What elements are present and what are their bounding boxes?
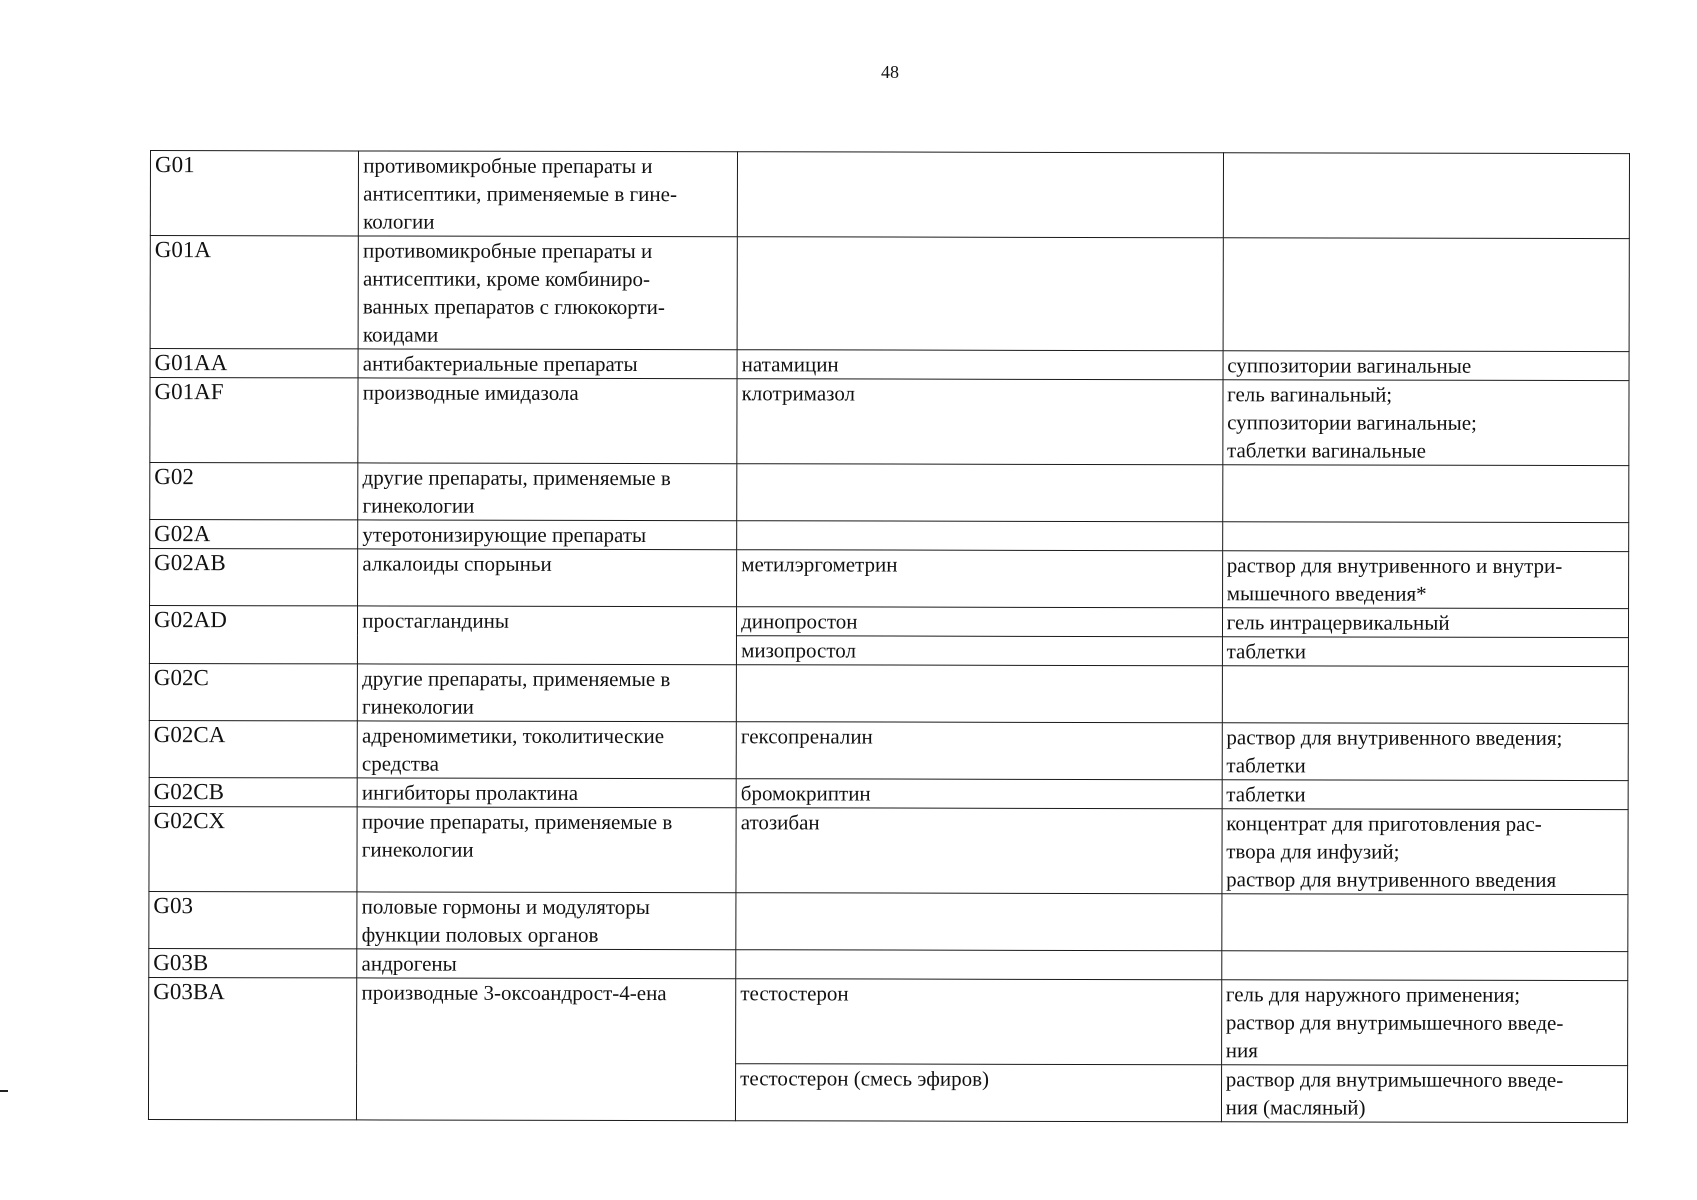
drug-cell (736, 950, 1222, 980)
atc-code-cell (150, 349, 358, 378)
group-cell (358, 549, 737, 607)
group-cell (359, 151, 738, 237)
group-text: антисептики, кроме комбиниро- (362, 266, 651, 292)
table-row (150, 463, 1629, 523)
form-cell (1222, 522, 1628, 552)
group-cell (358, 349, 737, 379)
group-text: половые гормоны и модуляторы (361, 894, 650, 920)
drug-cell (737, 350, 1223, 380)
atc-code: G02C (153, 665, 209, 691)
table-row (149, 948, 1628, 980)
group-cell (358, 520, 737, 550)
table-body (148, 151, 1629, 1123)
form-cell (1223, 351, 1629, 381)
dosage-form: ния (1225, 1038, 1258, 1063)
table-row (150, 349, 1629, 381)
drug-table (148, 150, 1630, 1123)
dosage-form: концентрат для приготовления рас- (1226, 811, 1542, 836)
atc-code: G01 (154, 152, 195, 178)
table-row (150, 236, 1629, 352)
group-text: функции половых органов (361, 922, 599, 947)
atc-code: G02AB (154, 550, 226, 576)
dosage-form: мышечного введения* (1226, 581, 1427, 606)
drug-cell (737, 379, 1223, 465)
atc-code: G02CX (153, 808, 226, 834)
table-row (149, 891, 1628, 951)
drug-cell (736, 1064, 1222, 1122)
atc-code-cell (150, 549, 358, 606)
atc-code-cell (149, 948, 357, 977)
table-row (149, 720, 1628, 780)
dosage-form: таблетки (1226, 639, 1306, 664)
atc-code-cell (150, 463, 358, 520)
group-text: утеротонизирующие препараты (362, 522, 647, 548)
atc-code: G02CB (153, 779, 224, 805)
form-cell (1222, 551, 1628, 609)
drug-name: мизопростол (741, 638, 856, 663)
group-cell (358, 606, 737, 665)
form-cell (1221, 980, 1628, 1066)
table-row (150, 549, 1629, 609)
form-cell (1222, 780, 1628, 810)
table-row (149, 606, 1628, 638)
drug-name: атозибан (740, 810, 820, 835)
group-text: кологии (363, 209, 435, 234)
dosage-form: твора для инфузий; (1226, 839, 1400, 864)
group-text: андрогены (361, 951, 457, 976)
drug-cell (736, 979, 1222, 1065)
drug-cell (736, 779, 1222, 809)
atc-code: G03 (153, 893, 194, 919)
drug-name: метилэргометрин (741, 552, 898, 577)
form-cell (1222, 608, 1628, 638)
drug-cell (737, 152, 1223, 238)
group-text: гинекологии (361, 837, 474, 862)
drug-name: тестостерон (смесь эфиров) (740, 1066, 990, 1091)
atc-code-cell (149, 891, 357, 948)
group-cell (358, 378, 737, 464)
atc-code-cell (149, 606, 357, 664)
dosage-form: гель интрацервикальный (1226, 610, 1450, 635)
drug-cell (736, 665, 1222, 723)
atc-code: G02AD (153, 607, 227, 633)
table-row (150, 378, 1629, 466)
group-text: производные 3-оксоандрост-4-ена (361, 980, 667, 1006)
atc-code: G02A (154, 521, 211, 547)
form-cell (1223, 153, 1630, 239)
dosage-form: раствор для внутривенного введения; (1226, 725, 1563, 750)
table-row (150, 520, 1629, 552)
table-row (150, 151, 1629, 239)
group-text: производные имидазола (362, 380, 579, 405)
group-text: средства (361, 751, 439, 776)
form-cell (1223, 238, 1630, 352)
group-cell (358, 236, 737, 350)
group-text: прочие препараты, применяемые в (361, 809, 673, 835)
drug-name: тестостерон (740, 981, 849, 1006)
form-cell (1221, 894, 1627, 952)
dosage-form: таблетки вагинальные (1227, 438, 1426, 463)
table-row (149, 777, 1628, 809)
drug-cell (737, 237, 1223, 351)
form-cell (1222, 809, 1629, 895)
atc-code-cell (149, 720, 357, 777)
group-text: противомикробные препараты и (362, 238, 653, 264)
group-text: ванных препаратов с глюкокорти- (362, 294, 665, 320)
group-cell (358, 664, 737, 722)
drug-cell (736, 722, 1222, 780)
drug-name: гексопреналин (740, 724, 873, 749)
group-text: антисептики, применяемые в гине- (363, 181, 677, 207)
atc-code: G01AF (154, 379, 224, 405)
atc-code-cell (149, 777, 357, 806)
dosage-form: гель вагинальный; (1227, 382, 1393, 407)
group-cell (357, 778, 736, 808)
atc-code-cell (148, 977, 357, 1119)
group-text: ингибиторы пролактина (361, 780, 579, 805)
dosage-form: раствор для внутримышечного введе- (1225, 1010, 1564, 1035)
drug-cell (737, 636, 1223, 666)
drug-cell (737, 607, 1223, 637)
group-text: алкалоиды спорыньи (362, 551, 552, 576)
drug-cell (737, 464, 1223, 522)
dosage-form: суппозитории вагинальные (1227, 353, 1472, 378)
atc-code-cell (149, 663, 357, 720)
dosage-form: раствор для внутримышечного введе- (1225, 1067, 1564, 1092)
drug-name: клотримазол (741, 381, 856, 406)
form-cell (1223, 380, 1630, 466)
group-text: другие препараты, применяемые в (362, 465, 671, 491)
atc-code-cell (149, 806, 357, 891)
drug-name: динопростон (741, 609, 858, 634)
atc-code: G02 (154, 464, 194, 490)
drug-cell (737, 550, 1223, 608)
atc-code-cell (150, 378, 358, 463)
drug-cell (736, 808, 1222, 894)
atc-code: G01A (154, 237, 212, 263)
group-text: коидами (362, 322, 439, 347)
dosage-form: таблетки (1226, 782, 1306, 807)
group-text: антибактериальные препараты (362, 351, 638, 377)
atc-code: G02CA (153, 722, 226, 748)
group-text: гинекологии (362, 694, 474, 719)
group-cell (357, 721, 736, 779)
atc-code-cell (150, 236, 358, 349)
dosage-form: суппозитории вагинальные; (1227, 410, 1477, 435)
dosage-form: таблетки (1226, 753, 1306, 778)
atc-code-cell (150, 151, 358, 236)
table-row (149, 806, 1628, 894)
group-cell (357, 892, 736, 950)
form-cell (1221, 1065, 1627, 1123)
group-cell (358, 463, 737, 521)
drug-cell (736, 893, 1222, 951)
group-text: другие препараты, применяемые в (362, 666, 671, 692)
drug-cell (737, 521, 1223, 551)
form-cell (1222, 637, 1628, 667)
group-cell (357, 978, 736, 1121)
dosage-form: гель для наружного применения; (1225, 982, 1521, 1007)
dosage-form: раствор для внутривенного введения (1226, 867, 1557, 892)
group-text: адреномиметики, токолитические (361, 723, 665, 749)
dosage-form: раствор для внутривенного и внутри- (1226, 553, 1563, 578)
atc-code: G03BA (153, 979, 225, 1005)
form-cell (1221, 951, 1627, 981)
group-cell (357, 949, 736, 979)
table-row (149, 977, 1628, 1065)
group-cell (357, 807, 736, 893)
group-text: противомикробные препараты и (363, 153, 653, 179)
atc-code-cell (150, 520, 358, 549)
table-row (149, 663, 1628, 723)
group-text: простагландины (362, 608, 509, 633)
form-cell (1222, 723, 1628, 781)
form-cell (1222, 465, 1628, 523)
drug-name: натамицин (741, 352, 839, 377)
drug-name: бромокриптин (740, 781, 871, 806)
margin-mark (0, 1090, 8, 1092)
form-cell (1222, 666, 1628, 724)
dosage-form: ния (масляный) (1225, 1095, 1366, 1120)
page-number: 48 (881, 62, 899, 82)
atc-code: G01AA (154, 350, 228, 376)
group-text: гинекологии (362, 493, 475, 518)
atc-code: G03B (153, 950, 209, 976)
